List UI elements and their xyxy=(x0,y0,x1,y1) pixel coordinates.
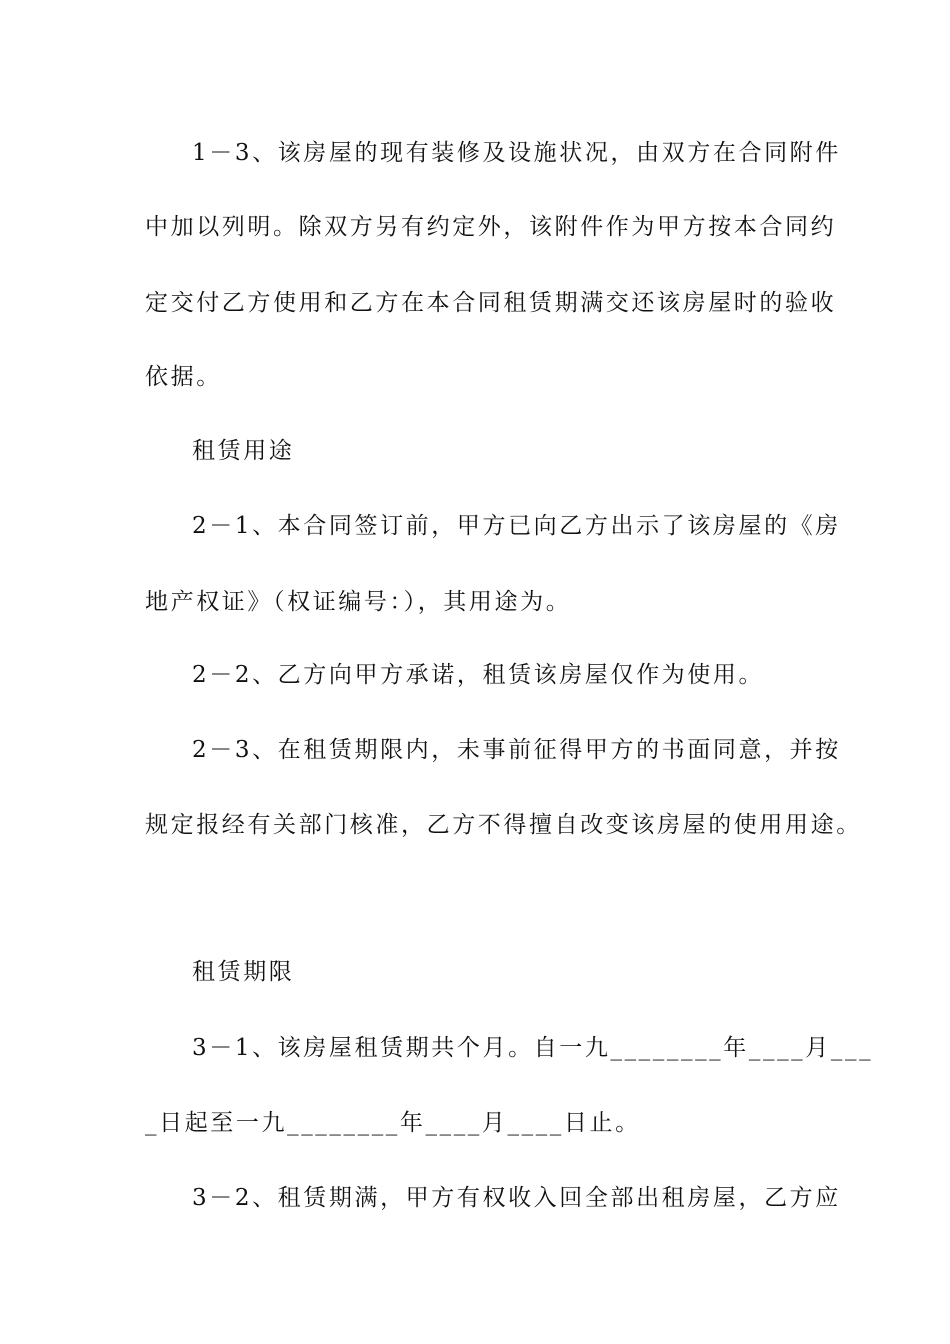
clause-1-3-line-1: 1－3、该房屋的现有装修及设施状况，由双方在合同附件 xyxy=(192,140,841,166)
section-heading-lease-term: 租赁期限 xyxy=(192,959,295,985)
clause-2-3-line-2: 规定报经有关部门核准，乙方不得擅自改变该房屋的使用用途。 xyxy=(145,812,862,838)
clause-2-1-line-1: 2－1、本合同签订前，甲方已向乙方出示了该房屋的《房 xyxy=(192,513,841,539)
clause-2-1-line-2: 地产权证》（权证编号：），其用途为。 xyxy=(145,589,572,615)
clause-3-2-line-1: 3－2、租赁期满，甲方有权收入回全部出租房屋，乙方应 xyxy=(192,1185,841,1211)
clause-2-2-line-1: 2－2、乙方向甲方承诺，租赁该房屋仅作为使用。 xyxy=(192,662,765,688)
clause-1-3-line-3: 定交付乙方使用和乙方在本合同租赁期满交还该房屋时的验收 xyxy=(145,290,837,316)
clause-1-3-line-2: 中加以列明。除双方另有约定外，该附件作为甲方按本合同约 xyxy=(145,214,837,240)
clause-1-3-line-4: 依据。 xyxy=(145,364,222,390)
section-heading-lease-purpose: 租赁用途 xyxy=(192,438,295,464)
clause-3-1-line-2: _日起至一九________年____月____日止。 xyxy=(145,1110,641,1136)
clause-3-1-line-1: 3－1、该房屋租赁期共个月。自一九________年____月___ xyxy=(192,1035,874,1061)
clause-2-3-line-1: 2－3、在租赁期限内，未事前征得甲方的书面同意，并按 xyxy=(192,737,841,763)
